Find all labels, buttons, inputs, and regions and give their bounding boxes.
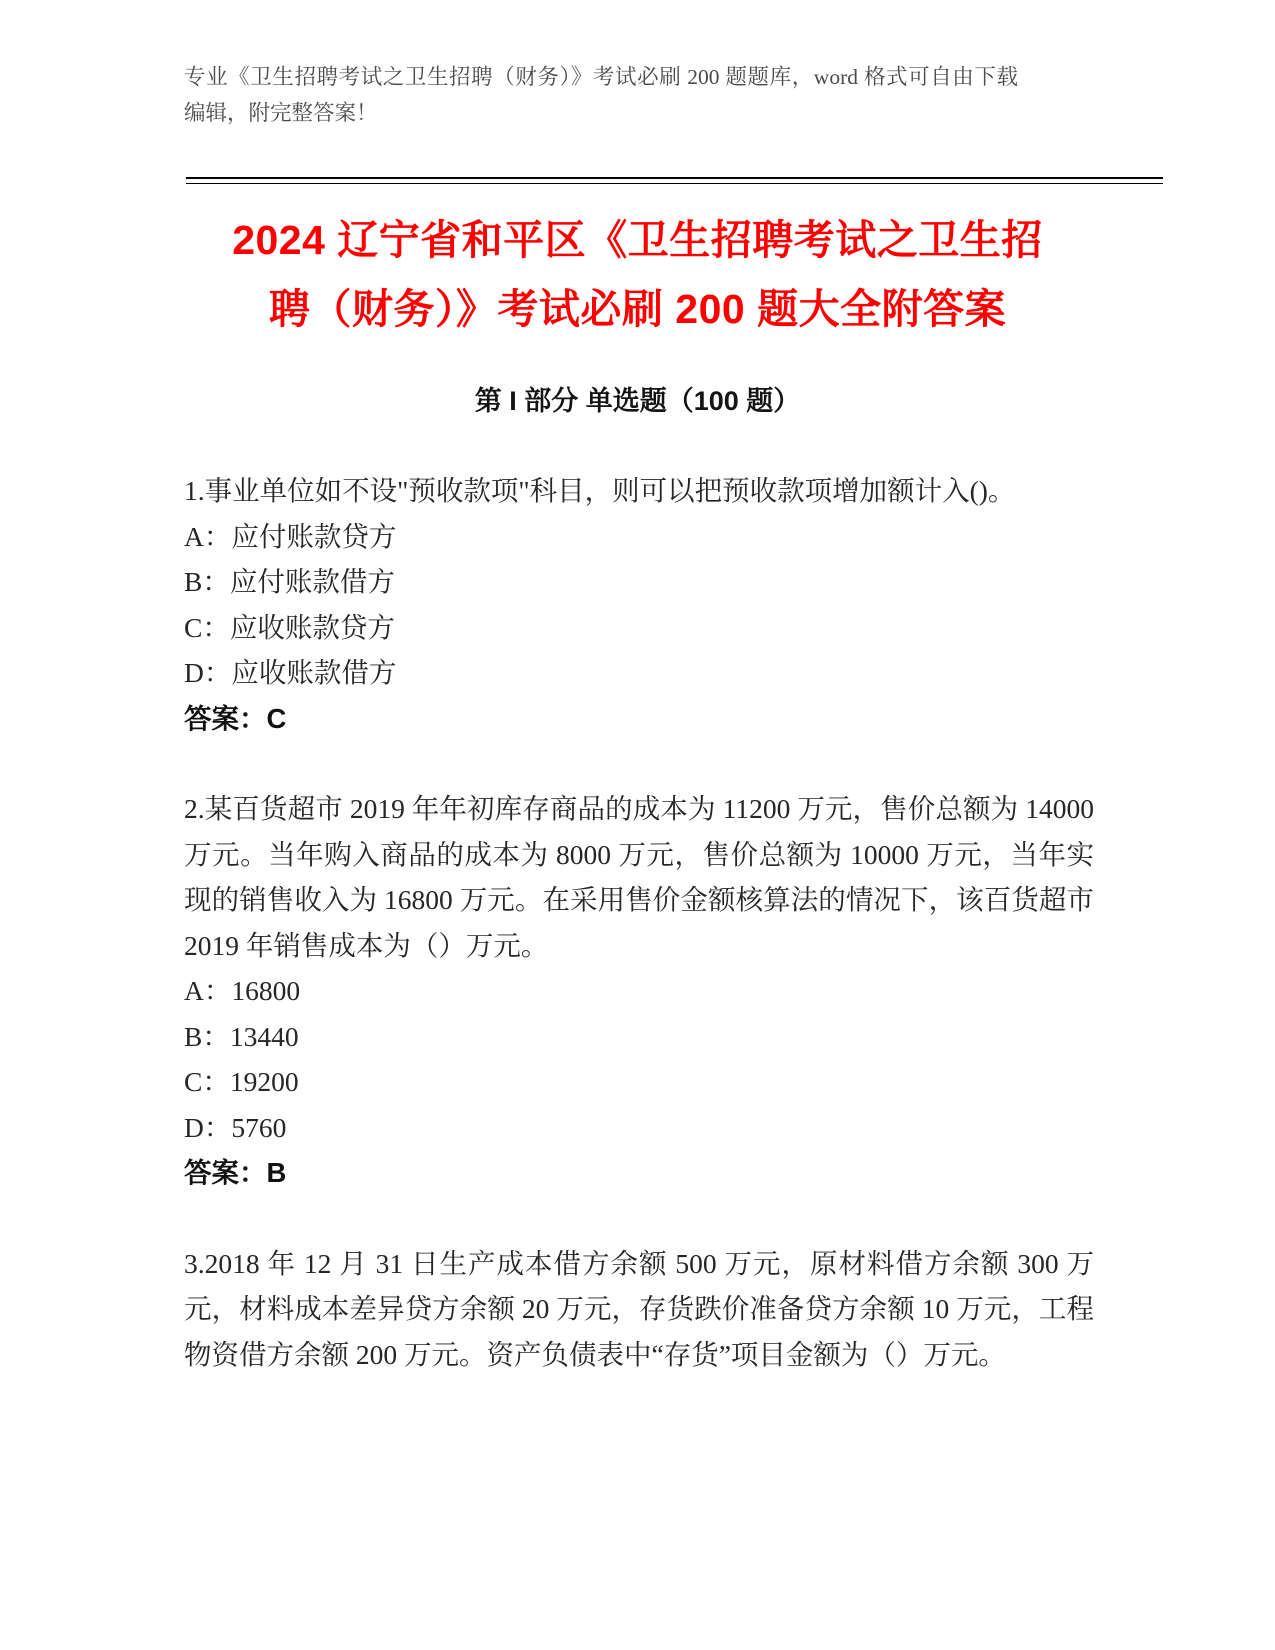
doc-title-line-2: 聘（财务）》考试必刷 200 题大全附答案 xyxy=(268,286,1007,332)
question-1-stem: 1.事业单位如不设"预收款项"科目，则可以把预收款项增加额计入()。 xyxy=(184,475,1016,506)
question-1-option-a: A：应付账款贷方 xyxy=(184,520,397,552)
question-2-option-b: B：13440 xyxy=(184,1020,299,1052)
question-1-option-b: B：应付账款借方 xyxy=(184,566,395,597)
question-2-option-d: D：5760 xyxy=(184,1111,287,1143)
question-2-answer: 答案：B xyxy=(184,1157,287,1188)
question-2-option-a: A：16800 xyxy=(184,975,301,1006)
question-1-option-c: C：应收账款贷方 xyxy=(184,611,395,643)
doc-title-line-1: 2024 辽宁省和平区《卫生招聘考试之卫生招 xyxy=(232,217,1043,263)
question-2-stem: 2.某百货超市 2019 年年初库存商品的成本为 11200 万元，售价总额为 14000 万元。当年购入商品的成本为 8000 万元，售价总额为 10000 万元，当年实现的销售收入为 16800 万元。在采用售价金额核算法的情况下，该百货超市 2019 年销售成本为（）万元。 xyxy=(184,793,1094,961)
questions-content xyxy=(184,468,1094,1377)
question-2 xyxy=(184,786,1094,1196)
doc-title xyxy=(0,206,1275,344)
question-1 xyxy=(184,468,1094,741)
question-2-option-c: C：19200 xyxy=(184,1066,299,1097)
double-rule-divider xyxy=(186,177,1163,184)
question-3-stem: 3.2018 年 12 月 31 日生产成本借方余额 500 万元，原材料借方余额 300 万元，材料成本差异贷方余额 20 万元，存货跌价准备贷方余额 10 万元，工程物资借方余额 200 万元。资产负债表中“存货”项目金额为（）万元。 xyxy=(184,1247,1094,1370)
header-note: 专业《卫生招聘考试之卫生招聘（财务）》考试必刷 200 题题库，word 格式可自由下载编辑，附完整答案！ xyxy=(184,65,1018,125)
question-1-option-d: D：应收账款借方 xyxy=(184,657,397,688)
section-heading: 第 I 部分 单选题（100 题） xyxy=(474,386,801,416)
question-3 xyxy=(184,1241,1094,1378)
question-1-answer: 答案：C xyxy=(184,702,287,734)
